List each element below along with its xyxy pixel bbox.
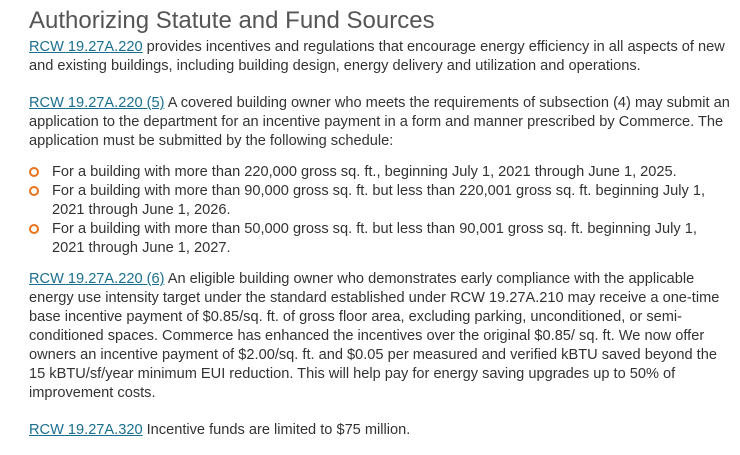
intro-text: provides incentives and regulations that encourage energy efficiency in all aspects of new and existing buildings, including building design, energy delivery and utilization and operations. (29, 39, 725, 74)
schedule-item (29, 163, 730, 182)
circle-bullet-icon (29, 186, 39, 196)
intro-paragraph (29, 38, 730, 76)
section-320-text: Incentive funds are limited to $75 million. (142, 422, 411, 438)
circle-bullet-icon (29, 167, 39, 177)
rcw-19-27a-320-link[interactable]: RCW 19.27A.320 (29, 422, 143, 438)
rcw-19-27a-220-link[interactable]: RCW 19.27A.220 (29, 39, 143, 55)
rcw-19-27a-220-5-link[interactable]: RCW 19.27A.220 (5) (29, 95, 165, 111)
section-5-text: A covered building owner who meets the requirements of subsection (4) may submit an application to the department for an incentive payment in a form and manner prescribed by Commerce. The application must be submitted by the following schedule: (29, 95, 730, 149)
schedule-list (29, 163, 730, 258)
schedule-item-text: For a building with more than 50,000 gross sq. ft. but less than 90,001 gross sq. ft. beginning July 1, 2021 through June 1, 2027. (52, 221, 697, 256)
circle-bullet-icon (29, 224, 39, 234)
schedule-item-text: For a building with more than 220,000 gross sq. ft., beginning July 1, 2021 through June 1, 2025. (52, 164, 677, 180)
page-title: Authorizing Statute and Fund Sources (29, 7, 435, 34)
section-320-paragraph (29, 421, 730, 440)
schedule-item (29, 182, 730, 220)
rcw-19-27a-220-6-link[interactable]: RCW 19.27A.220 (6) (29, 271, 165, 287)
schedule-item (29, 220, 730, 258)
section-6-paragraph (29, 270, 730, 403)
section-5-paragraph (29, 94, 730, 151)
section-6-text: An eligible building owner who demonstrates early compliance with the applicable energy use intensity target under the standard established under RCW 19.27A.210 may receive a one-time base incentive payment of $0.85/sq. ft. of gross floor area, excluding parking, unconditioned, or semi-conditioned spaces. Commerce has enhanced the incentives over the original $0.85/ sq. ft. We now offer owners an incentive payment of $2.00/sq. ft. and $0.05 per measured and verified kBTU saved beyond the 15 kBTU/sf/year minimum EUI reduction. This will help pay for energy saving upgrades up to 50% of improvement costs. (29, 271, 720, 401)
schedule-item-text: For a building with more than 90,000 gross sq. ft. but less than 220,001 gross sq. ft. beginning July 1, 2021 through June 1, 2026. (52, 183, 706, 218)
